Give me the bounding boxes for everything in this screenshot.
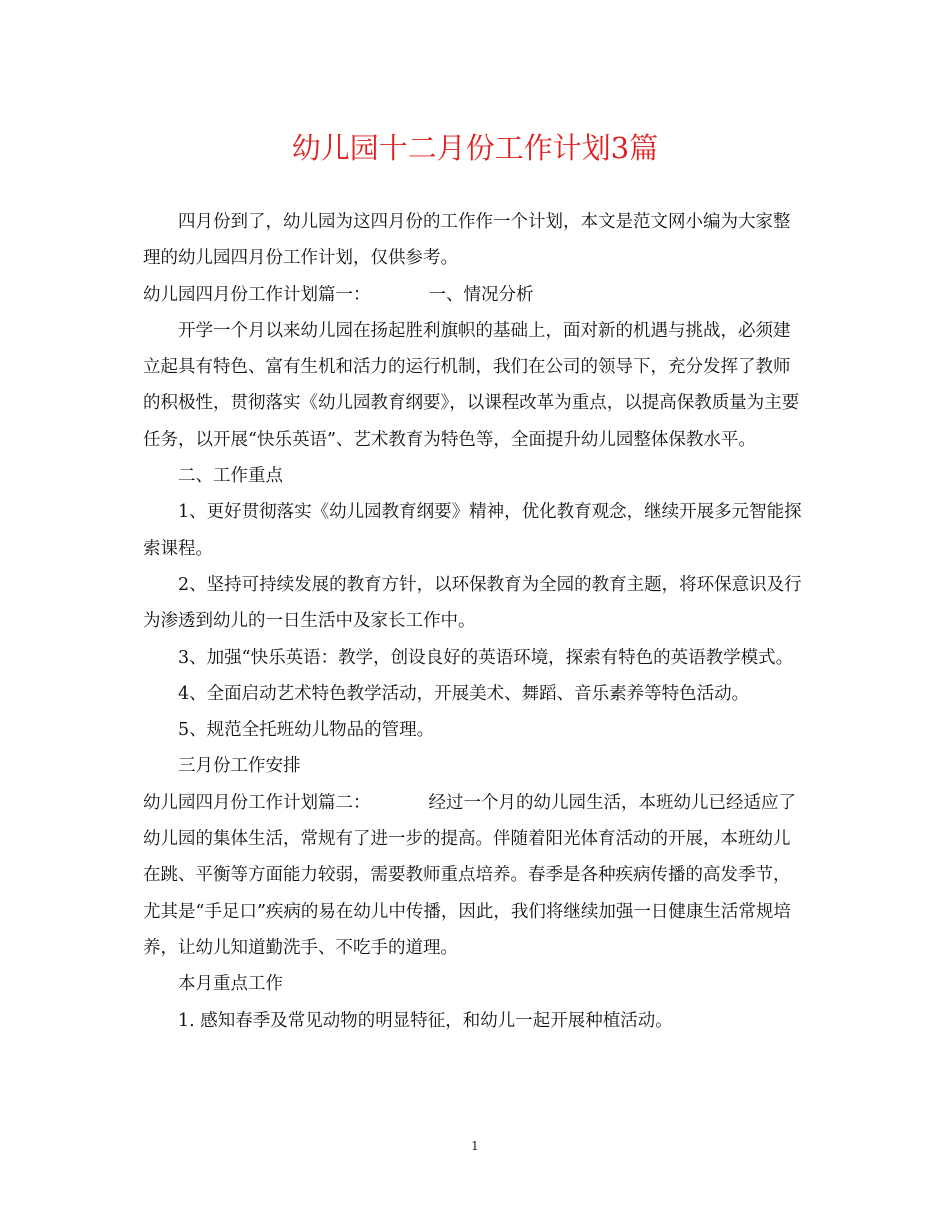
section2-paragraph: 经过一个月的幼儿园生活，本班幼儿已经适应了幼儿园的集体生活，常规有了进一步的提高。伴随着阳光体育活动的开展，本班幼儿在跳、平衡等方面能力较弱，需要教师重点培养。春季是各种疾病传播的高发季节，尤其是“手足口”疾病的易在幼儿中传播，因此，我们将继续加强一日健康生活常规培养，让幼儿知道勤洗手、不吃手的道理。: [143, 792, 796, 958]
section1-heading: 一、情况分析: [428, 284, 534, 305]
section1-item: 4、全面启动艺术特色教学活动，开展美术、舞蹈、音乐素养等特色活动。: [178, 683, 750, 704]
page-number: 1: [471, 1139, 479, 1153]
section2-lead: 幼儿园四月份工作计划篇二：: [143, 792, 371, 813]
section1-item: 3、加强“快乐英语：教学，创设良好的英语环境，探索有特色的英语教学模式。: [178, 647, 794, 668]
intro-paragraph: 四月份到了，幼儿园为这四月份的工作作一个计划，本文是范文网小编为大家整理的幼儿园四月份工作计划，仅供参考。: [143, 212, 791, 269]
section2-paragraph-block: [143, 785, 805, 966]
section1-item: 5、规范全托班幼儿物品的管理。: [178, 720, 435, 741]
section1-lead: 幼儿园四月份工作计划篇一：: [143, 284, 371, 305]
section2-heading: 本月重点工作: [178, 974, 283, 995]
document-title: 幼儿园十二月份工作计划3篇: [291, 131, 659, 165]
section1-item: 1、更好贯彻落实《幼儿园教育纲要》精神，优化教育观念，继续开展多元智能探索课程。: [143, 502, 802, 559]
section1-paragraph: 开学一个月以来幼儿园在扬起胜利旗帜的基础上，面对新的机遇与挑战，必须建立起具有特色、富有生机和活力的运行机制，我们在公司的领导下，充分发挥了教师的积极性，贯彻落实《幼儿园教育纲要》，以课程改革为重点，以提高保教质量为主要任务，以开展“快乐英语”、艺术教育为特色等，全面提升幼儿园整体保教水平。: [143, 320, 800, 450]
section1-lead-line: [143, 277, 805, 313]
section1-heading3: 三月份工作安排: [178, 756, 301, 777]
section2-item: 1. 感知春季及常见动物的明显特征，和幼儿一起开展种植活动。: [178, 1010, 673, 1031]
section1-heading2: 二、工作重点: [178, 466, 283, 487]
document-body: [143, 204, 805, 1039]
section1-item: 2、坚持可持续发展的教育方针，以环保教育为全园的教育主题，将环保意识及行为渗透到幼儿的一日生活中及家长工作中。: [143, 574, 802, 632]
